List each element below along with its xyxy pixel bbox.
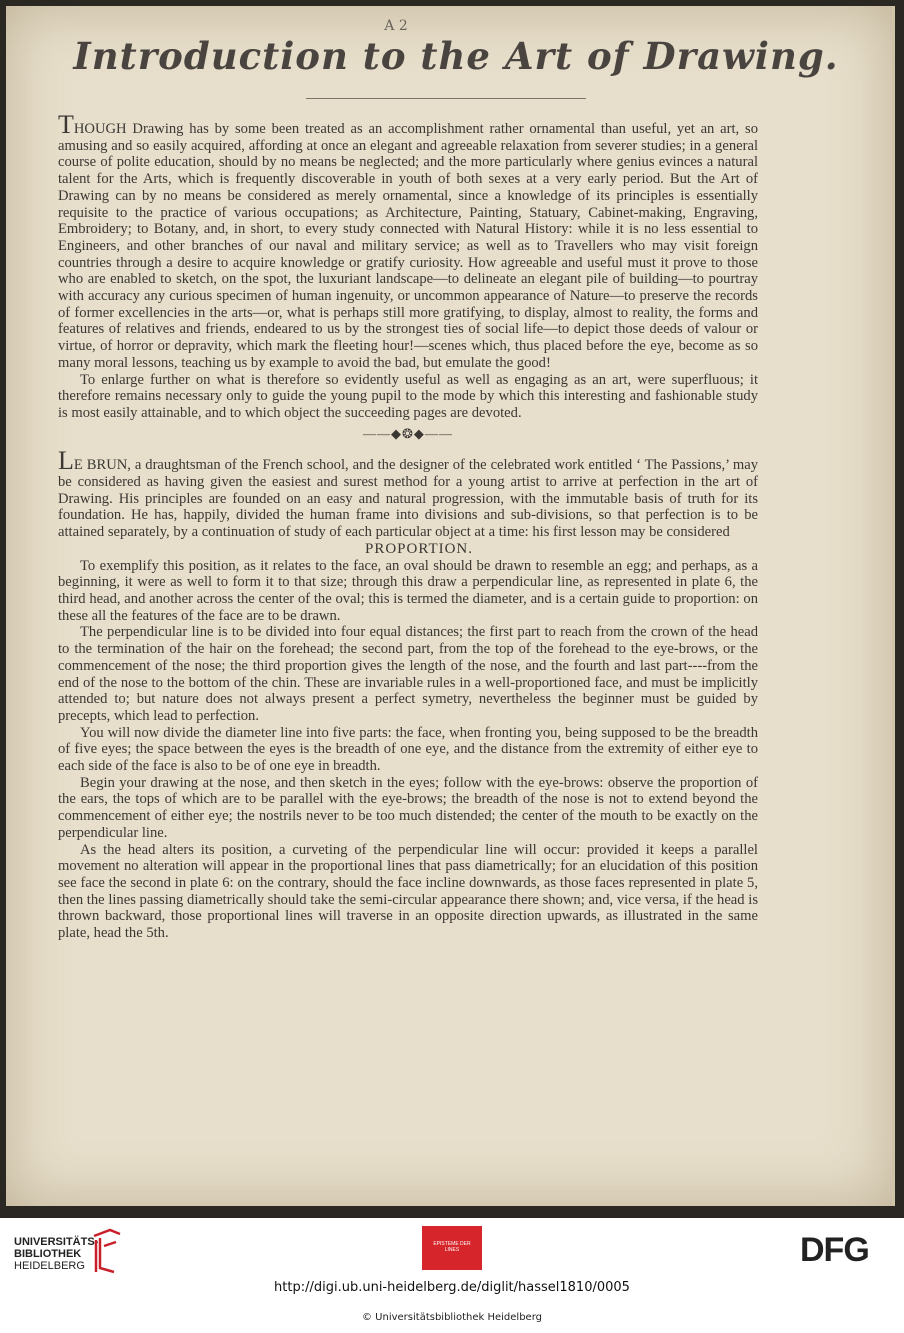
page-title: Introduction to the Art of Drawing. <box>73 34 839 78</box>
drop-cap-l: L <box>58 446 74 476</box>
title-rule <box>306 98 586 99</box>
paragraph-le-brun-text: E BRUN, a draughtsman of the French school, and the designer of the celebrated work entitled ‘ The Passions,’ may be considered as having given the easiest and surest method for a young artist to arrive at perfection in the art of Drawing. His principles are founded on an easy and natural progression, with the immutable basis of truth for its foundation. He has, happily, divided the human frame into divisions and sub-divisions, so that perfection is to be attained separately, by a continuation of study of each particular object at a time: his first lesson may be considered <box>58 457 758 541</box>
body-text <box>58 110 758 942</box>
ornament-divider: ——◆❂◆—— <box>363 425 453 441</box>
paragraph-le-brun <box>58 446 758 541</box>
permalink-url[interactable]: http://digi.ub.uni-heidelberg.de/diglit/hassel1810/0005 <box>274 1280 630 1295</box>
dfg-logo[interactable]: DFG <box>800 1231 869 1269</box>
paragraph-intro <box>58 110 758 372</box>
center-logo-text: EPISTEME DER LINES <box>433 1241 471 1253</box>
ub-logo-line1: UNIVERSITÄTS- <box>14 1236 99 1248</box>
ub-logo-line2: BIBLIOTHEK <box>14 1248 82 1260</box>
ub-logo-line3: HEIDELBERG <box>14 1260 85 1272</box>
paragraph-diameter: You will now divide the diameter line into five parts: the face, when fronting you, being supposed to be the breadth of five eyes; the space between the eyes is the breadth of one eye, and the distance from the extremity of either eye to each side of the face is also to be of one eye in breadth. <box>58 724 758 775</box>
paragraph-begin: Begin your drawing at the nose, and then sketch in the eyes; follow with the eye-brows: observe the proportion of the ears, the tops of which are to be parallel with the eye-brows; the breadth of the nose is not to extend beyond the commencement of either eye; the nostrils never to be too much distended; the center of the mouth to be exactly on the perpendicular line. <box>58 774 758 841</box>
paragraph-head-alters: As the head alters its position, a curveting of the perpendicular line will occur: provided it keeps a parallel movement no alteration will appear in the proportional lines that pass diametrically; for an elucidation of this position see face the second in plate 6: on the contrary, should the face incline downwards, as those faces represented in plate 5, then the lines passing diametrically should take the semi-circular appearance there shown; and, vice versa, if the head is thrown backward, those proportional lines will traverse in an opposite direction upwards, as illustrated in the same plate, head the 5th. <box>58 841 758 942</box>
signature-mark: A 2 <box>384 18 408 34</box>
book-page <box>6 6 895 1206</box>
viewer-footer <box>0 1218 904 1333</box>
section-heading-proportion: PROPORTION. <box>364 540 474 557</box>
paragraph-intro-text: HOUGH Drawing has by some been treated as an accomplishment rather ornamental than useful, yet an art, so amusing and so easily acquired, affording at once an elegant and agreeable relaxation from severer studies; in a general course of polite education, should by no means be neglected; and the more particularly where genius evinces a natural talent for the Arts, which is frequently discoverable in youth of both sexes at a very early period. But the Art of Drawing can by no means be considered as merely ornamental, since a knowledge of its principles is essentially requisite to the practice of various occupations; as Architecture, Painting, Statuary, Cabinet-making, Engraving, Embroidery; to Botany, and, in short, to every study connected with Natural History: while it is no less essential to Engineers, and other branches of our naval and military service; as well as to Travellers who may visit foreign countries through a desire to acquire knowledge or gratify curiosity. How agreeable and useful must it prove to those who are enabled to sketch, on the spot, the luxuriant landscape—to delineate an elegant pile of building—to pourtray with accuracy any curious specimen of human ingenuity, or uncommon appearance of Nature—to preserve the records of former excellencies in the arts—or, what is perhaps still more gratifying, to display, almost to reality, the forms and features of relatives and friends, endeared to us by the strongest ties of social life—to depict those deeds of valour or virtue, of horror or depravity, which mark the fleeting hour!—scenes which, thus placed before the eye, become as so many moral lessons, teaching us by example to avoid the bad, but emulate the good! <box>58 121 758 371</box>
drop-cap-t: T <box>58 110 74 139</box>
paragraph-perpendicular: The perpendicular line is to be divided into four equal distances; the first part to reach from the crown of the head to the termination of the hair on the forehead; the second part, from the top of the forehead to the eye-brows, or the commencement of the nose; the third proportion gives the length of the nose, and the fourth and last part----from the end of the nose to the bottom of the chin. These are invariable rules in a well-proportioned face, and must be implicitly attended to; but nature does not always present a perfect symetry, nevertheless the beginner must be guided by precepts, which lead to perfection. <box>58 624 758 724</box>
copyright-notice: © Universitätsbibliothek Heidelberg <box>361 1312 542 1323</box>
center-project-logo[interactable] <box>422 1226 482 1270</box>
ub-emblem-icon <box>90 1226 124 1276</box>
paragraph-enlarge: To enlarge further on what is therefore so evidently useful as well as engaging as an art, were superfluous; it therefore remains necessary only to guide the young pupil to the mode by which this interesting and fashionable study is most easily attainable, and to which object the succeeding pages are devoted. <box>58 371 758 421</box>
paragraph-exemplify: To exemplify this position, as it relates to the face, an oval should be drawn to resemble an egg; and perhaps, as a beginning, it were as well to form it to that size; through this draw a perpendicular line, as represented in plate 6, the third head, and another across the center of the oval; this is termed the diameter, and is a certain guide to proportion: on these all the features of the face are to be drawn. <box>58 557 758 624</box>
